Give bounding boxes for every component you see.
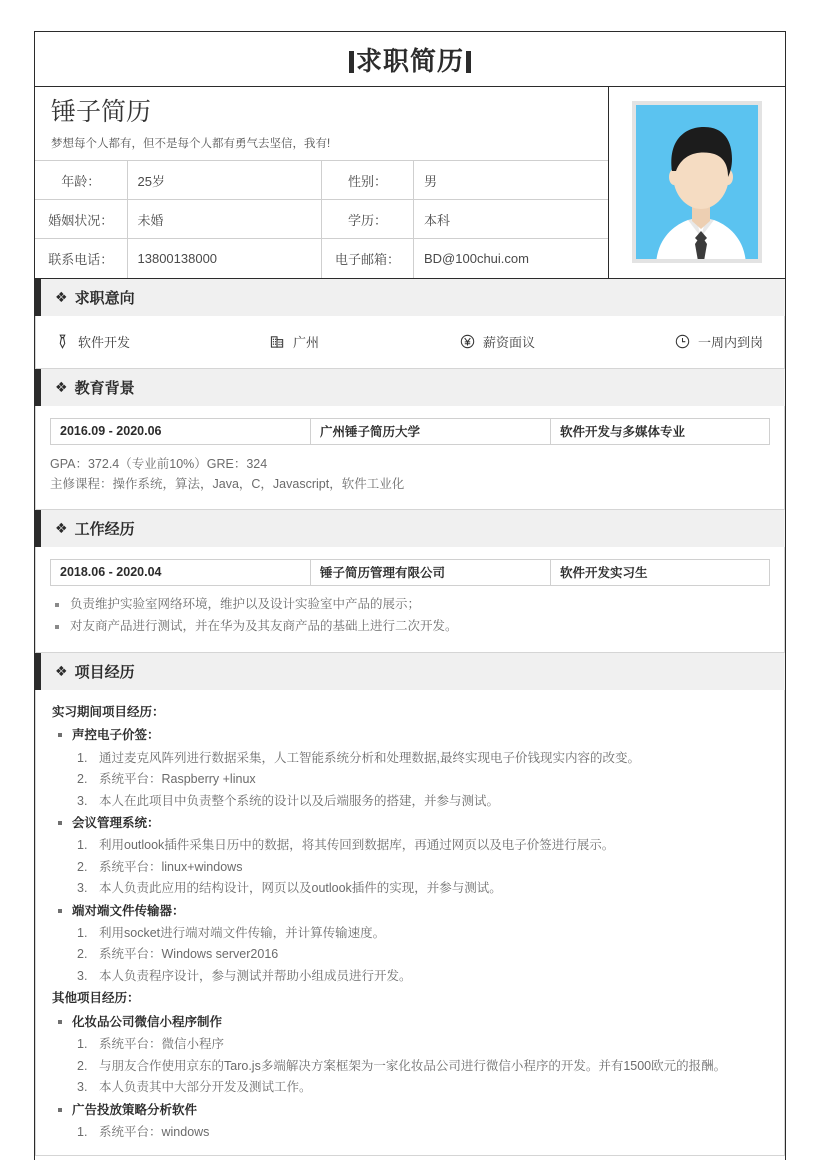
section-title: 工作经历 xyxy=(74,520,135,538)
section-header-project-experience xyxy=(35,653,785,690)
step-number: 1. xyxy=(77,925,88,940)
clock-icon xyxy=(674,333,691,350)
step-number: 1. xyxy=(77,1037,88,1052)
education-entry-table xyxy=(50,418,770,445)
work-entry-table xyxy=(50,559,770,586)
list-item xyxy=(52,966,770,988)
project-content xyxy=(36,690,784,1156)
list-item xyxy=(52,923,770,945)
identity-right-column xyxy=(609,87,785,278)
project-steps xyxy=(52,748,770,813)
list-item xyxy=(52,835,770,857)
step-text: 系统平台：Raspberry +linux xyxy=(99,772,256,787)
work-period: 2018.06 - 2020.04 xyxy=(51,559,311,585)
list-item: 对友商产品进行测试，并在华为及其友商产品的基础上进行二次开发。 xyxy=(50,616,770,638)
intent-item-position xyxy=(54,332,269,351)
info-label-phone: 联系电话： xyxy=(35,239,127,278)
step-number: 3. xyxy=(77,793,88,808)
info-label-marital: 婚姻状况： xyxy=(35,200,127,239)
step-number: 2. xyxy=(77,859,88,874)
list-item: 负责维护实验室网络环境，维护以及设计实验室中产品的展示； xyxy=(50,594,770,616)
education-entry xyxy=(36,406,784,509)
list-item xyxy=(52,769,770,791)
step-text: 通过麦克风阵列进行数据采集，人工智能系统分析和处理数据,最终实现电子价钱现实内容的改变。 xyxy=(99,750,640,765)
yen-icon-svg xyxy=(460,334,475,349)
tie-icon xyxy=(54,333,71,350)
step-text: 与朋友合作使用京东的Taro.js多端解决方案框架为一家化妆品公司进行微信小程序的开发。并有1500欧元的报酬。 xyxy=(99,1058,727,1073)
candidate-motto: 梦想每个人都有，但不是每个人都有勇气去坚信，我有! xyxy=(51,138,331,151)
yen-icon xyxy=(459,333,476,350)
education-note-courses: 主修课程：操作系统，算法，Java，C，Javascript，软件工业化 xyxy=(50,477,405,492)
title-tick-left-icon xyxy=(349,51,354,73)
page-title xyxy=(347,41,473,78)
info-label-gender: 性别： xyxy=(322,161,414,200)
education-major: 软件开发与多媒体专业 xyxy=(560,425,686,440)
info-value-degree: 本科 xyxy=(414,200,609,239)
section-body-work-experience xyxy=(35,547,785,653)
section-body-project-experience xyxy=(35,690,785,1157)
list-item xyxy=(52,1122,770,1144)
list-item xyxy=(52,1077,770,1099)
step-text: 系统平台：Windows server2016 xyxy=(99,947,279,962)
section-title: 求职意向 xyxy=(74,289,135,307)
diamond-icon: ❖ xyxy=(55,289,68,306)
list-item xyxy=(52,748,770,770)
table-row xyxy=(51,418,770,444)
section-title: 教育背景 xyxy=(74,379,135,397)
diamond-icon: ❖ xyxy=(55,520,68,537)
project-item-title: 广告投放策略分析软件 xyxy=(52,1099,770,1122)
step-number: 3. xyxy=(77,881,88,896)
tie-icon-svg xyxy=(55,334,70,349)
step-text: 系统平台：linux+windows xyxy=(99,859,243,874)
info-value-gender: 男 xyxy=(414,161,609,200)
project-item-title: 会议管理系统： xyxy=(52,812,770,835)
education-school: 广州锤子简历大学 xyxy=(311,418,551,444)
education-period: 2016.09 - 2020.06 xyxy=(51,418,311,444)
section-header-work-experience xyxy=(35,510,785,547)
section-header-job-intention xyxy=(35,279,785,316)
step-number: 3. xyxy=(77,1080,88,1095)
list-item xyxy=(52,944,770,966)
section-education xyxy=(35,369,785,510)
intent-item-city xyxy=(269,332,459,351)
diamond-icon: ❖ xyxy=(55,379,68,396)
info-value-email: BD@100chui.com xyxy=(414,239,609,278)
intent-item-availability xyxy=(674,332,763,351)
table-row xyxy=(35,239,608,278)
project-steps xyxy=(52,835,770,900)
step-text: 本人负责其中大部分开发及测试工作。 xyxy=(99,1080,312,1095)
section-work-experience xyxy=(35,510,785,653)
intent-label: 广州 xyxy=(293,335,320,351)
avatar-illustration-icon xyxy=(636,105,758,259)
project-item-title: 声控电子价签： xyxy=(52,724,770,747)
table-row xyxy=(35,200,608,239)
project-steps xyxy=(52,1122,770,1144)
step-number: 2. xyxy=(77,772,88,787)
project-steps xyxy=(52,1034,770,1099)
list-item xyxy=(52,1056,770,1078)
info-value-age: 25岁 xyxy=(127,161,322,200)
work-entry xyxy=(36,547,784,652)
section-body-education xyxy=(35,406,785,510)
list-item xyxy=(52,878,770,900)
building-icon-svg xyxy=(270,334,285,349)
step-number: 1. xyxy=(77,750,88,765)
title-tick-right-icon xyxy=(466,51,471,73)
step-number: 2. xyxy=(77,947,88,962)
step-text: 系统平台：微信小程序 xyxy=(99,1037,225,1052)
avatar-image xyxy=(636,105,758,259)
clock-icon-svg xyxy=(675,334,690,349)
step-number: 3. xyxy=(77,968,88,983)
step-text: 利用socket进行端对端文件传输，并计算传输速度。 xyxy=(99,925,386,940)
info-label-age: 年龄： xyxy=(35,161,127,200)
step-number: 1. xyxy=(77,1124,88,1139)
work-position: 软件开发实习生 xyxy=(560,566,648,581)
intent-item-salary xyxy=(459,332,674,351)
step-text: 本人在此项目中负责整个系统的设计以及后端服务的搭建，并参与测试。 xyxy=(99,793,500,808)
step-text: 系统平台：windows xyxy=(99,1124,210,1139)
step-number: 1. xyxy=(77,838,88,853)
personal-info-table xyxy=(35,160,608,278)
info-value-marital: 未婚 xyxy=(127,200,322,239)
info-value-phone: 13800138000 xyxy=(127,239,322,278)
section-job-intention xyxy=(35,279,785,369)
list-item xyxy=(52,791,770,813)
work-bullets xyxy=(50,594,770,638)
project-group-title: 其他项目经历： xyxy=(52,991,140,1006)
step-number: 2. xyxy=(77,1058,88,1073)
education-notes xyxy=(50,454,770,495)
project-item-title: 端对端文件传输器： xyxy=(52,900,770,923)
intent-label: 软件开发 xyxy=(78,335,131,351)
step-text: 本人负责程序设计，参与测试并帮助小组成员进行开发。 xyxy=(99,968,412,983)
document-title-bar xyxy=(35,32,785,87)
education-note-gpa: GPA：372.4（专业前10%）GRE：324 xyxy=(50,456,268,471)
section-title: 项目经历 xyxy=(74,663,135,681)
building-icon xyxy=(269,333,286,350)
project-steps xyxy=(52,923,770,988)
section-body-job-intention xyxy=(35,316,785,369)
step-text: 本人负责此应用的结构设计，网页以及outlook插件的实现，并参与测试。 xyxy=(99,881,502,896)
project-item-title: 化妆品公司微信小程序制作 xyxy=(52,1011,770,1034)
info-label-email: 电子邮箱： xyxy=(322,239,414,278)
list-item xyxy=(52,1034,770,1056)
table-row xyxy=(51,559,770,585)
identity-block xyxy=(35,87,785,279)
resume-document xyxy=(34,31,786,1160)
intent-label: 薪资面议 xyxy=(483,335,536,351)
candidate-name: 锤子简历 xyxy=(51,98,152,126)
section-project-experience xyxy=(35,653,785,1157)
list-item xyxy=(52,857,770,879)
identity-left-column xyxy=(35,87,609,278)
step-text: 利用outlook插件采集日历中的数据，将其传回到数据库，再通过网页以及电子价签进行展示。 xyxy=(99,838,615,853)
info-label-degree: 学历： xyxy=(322,200,414,239)
intent-label: 一周内到岗 xyxy=(698,335,764,351)
job-intention-row xyxy=(36,316,784,368)
work-company: 锤子简历管理有限公司 xyxy=(311,559,551,585)
diamond-icon: ❖ xyxy=(55,663,68,680)
avatar xyxy=(632,101,762,263)
table-row xyxy=(35,161,608,200)
project-group-title: 实习期间项目经历： xyxy=(52,704,165,719)
page-title-text: 求职简历 xyxy=(355,45,464,76)
name-area xyxy=(35,87,608,160)
section-header-education xyxy=(35,369,785,406)
